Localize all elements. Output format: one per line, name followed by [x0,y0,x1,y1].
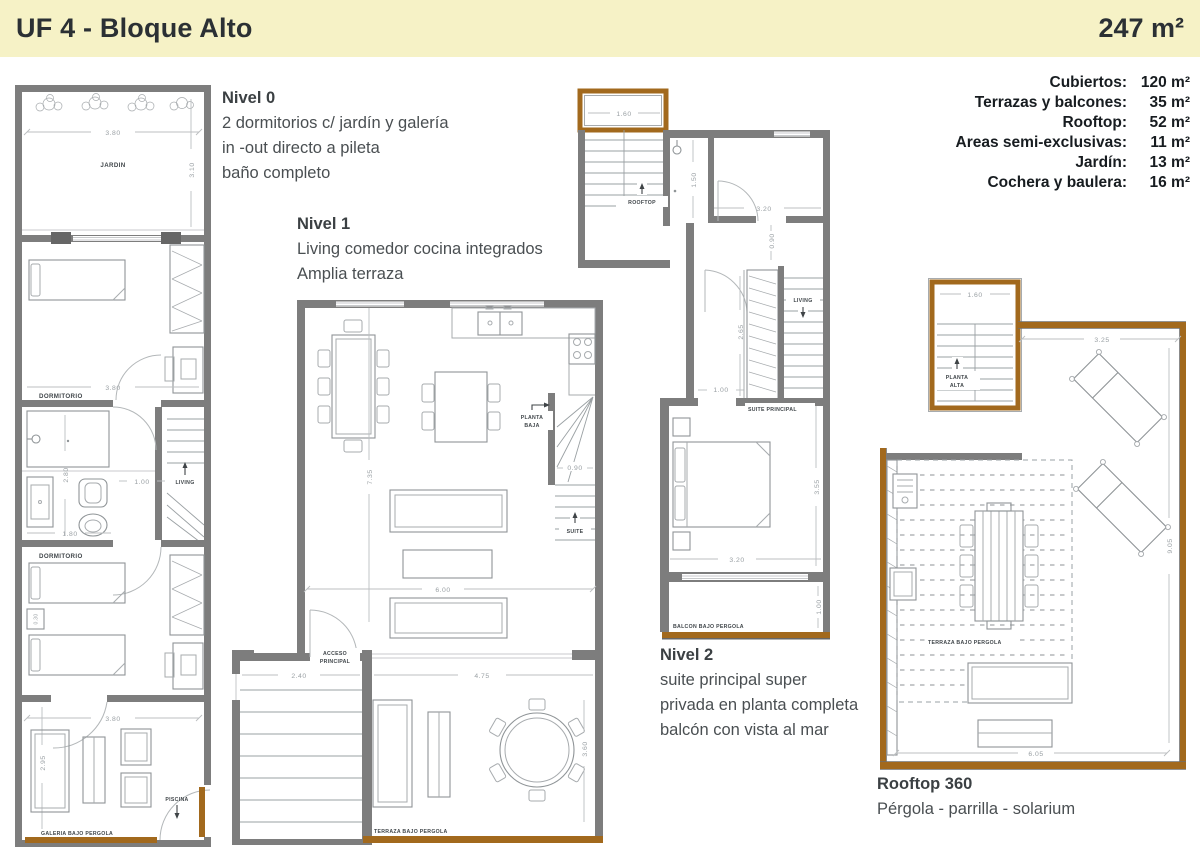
dim-bath-height: 1.50 [691,172,698,188]
dim-stair-width: 1.60 [616,111,632,118]
suite-dims [670,406,821,566]
area-label: Cochera y baulera: [987,174,1127,191]
area-value: 35 m² [1149,94,1190,111]
dim-hall-width: 1.00 [134,479,150,486]
corridor [686,223,747,403]
daybed [968,663,1072,703]
dim-bath-width: 1.80 [62,531,78,538]
stairs-down [778,266,823,403]
dim-suite-width: 3.20 [729,557,745,564]
note-line: Living comedor cocina integrados [297,240,543,258]
label-terraza: TERRAZA BAJO PERGOLA [928,640,1002,646]
note-line: in -out directo a pileta [222,139,380,157]
piscina-arrow [175,805,180,819]
area-label: Rooftop: [1062,114,1127,131]
wall-band-hall [15,540,211,547]
note-nivel1 [297,212,543,287]
bathroom [22,407,162,540]
area-summary [956,73,1190,193]
door-arc-bedroom2 [113,547,161,595]
pergola-edge [363,836,603,843]
suite-furniture [673,418,770,550]
closet [738,270,778,402]
breakfast-table [422,372,500,442]
suite-label-group [745,403,815,413]
note-title: Nivel 1 [297,215,351,233]
area-value: 11 m² [1150,134,1190,151]
floorplan-rooftop [880,278,1192,772]
stair-label-suite: SUITE [566,529,584,535]
total-area: 247 m² [1098,13,1184,43]
dim-entry-width: 2.40 [291,673,307,680]
dim-terraza-height: 3.60 [582,741,589,757]
note-line: Amplia terraza [297,265,404,283]
note-title: Rooftop 360 [877,775,973,793]
area-value: 13 m² [1149,154,1190,171]
floorplan-nivel0 [15,85,211,847]
floorplan-nivel1 [232,292,604,845]
note-nivel2 [660,643,858,743]
area-value: 52 m² [1149,114,1190,131]
wall-band-dorm1 [15,400,211,407]
galeria-dims [24,707,202,829]
note-line: balcón con vista al mar [660,721,829,739]
entry-steps [240,673,362,822]
wing-dim [1019,336,1181,344]
galeria-furniture [31,729,151,812]
area-label: Areas semi-exclusivas: [955,134,1127,151]
dim-room-width: 3.20 [756,206,772,213]
dim-balcon-height: 1.00 [816,599,823,615]
area-label: Terrazas y balcones: [974,94,1127,111]
wall-band-jardin [15,232,211,244]
door-arc-galeria [53,702,107,748]
living-width-dim [304,586,596,594]
dim-roof-height: 9.05 [1167,538,1174,554]
room-label-dormitorio-2: DORMITORIO [39,553,83,560]
dim-suite-height: 3.55 [814,479,821,495]
label-planta-alta-2: ALTA [949,383,965,389]
dim-jardin-width: 3.80 [105,130,121,137]
stair-label-rooftop: ROOFTOP [628,200,656,206]
stair-tower [578,91,670,268]
label-terraza: TERRAZA BAJO PERGOLA [374,829,448,835]
dim-jardin-height: 3.10 [189,162,196,178]
header-bar [0,0,1200,57]
wall-band-galeria [15,695,211,702]
dim-living-width: 6.00 [435,587,451,594]
stair-label-living: LIVING [175,480,195,486]
garden-plants [36,94,194,112]
dim-terraza-width: 4.75 [474,673,490,680]
note-line: baño completo [222,164,331,182]
dim-door-width: 1.00 [713,387,729,394]
area-value: 16 m² [1149,174,1190,191]
unit-title: UF 4 - Bloque Alto [16,13,253,43]
dim-stair-width: 1.60 [967,292,983,299]
dim-closet-height: 2.65 [738,324,745,340]
dim-dorm1-width: 3.80 [105,385,121,392]
label-planta-baja-1: PLANTA [520,415,544,421]
kitchen [452,306,595,395]
terrace [363,650,603,843]
note-rooftop [877,772,1075,822]
dim-wing-width: 3.25 [1094,337,1110,344]
label-balcon: BALCON BAJO PERGOLA [673,624,744,630]
terraza-label-group [925,636,1019,646]
bedroom2-furniture [27,555,204,689]
area-label: Jardín: [1075,154,1127,171]
note-line: Pérgola - parrilla - solarium [877,800,1076,818]
planta-baja-callout [511,403,553,431]
walls [15,85,211,847]
note-line: 2 dormitorios c/ jardín y galería [222,114,449,132]
dim-galeria-width: 3.80 [105,716,121,723]
stair-enclosure [929,279,1022,412]
door-arc-bedroom1 [116,355,161,400]
dim-stair-width: 0.90 [567,465,583,472]
label-galeria: GALERIA BAJO PERGOLA [41,831,114,837]
dining-table [318,320,389,452]
label-acceso-1: ACCESO [323,651,347,657]
dim-roof-width: 6.05 [1028,751,1044,758]
area-label: Cubiertos: [1049,74,1127,91]
dim-living-height: 7.35 [367,469,374,485]
label-acceso-2: PRINCIPAL [319,659,351,665]
dim-nightstand: 0.30 [33,613,40,625]
acceso-callout [313,648,358,666]
floorplan-nivel2 [578,88,830,640]
pool-door-opening [204,785,211,837]
balcony [660,572,830,640]
stair-label-living: LIVING [793,298,813,304]
note-title: Nivel 0 [222,89,276,107]
room-label-dormitorio-1: DORMITORIO [39,393,83,400]
area-value: 120 m² [1140,74,1190,91]
living-sofas [390,490,507,638]
grill [893,474,917,508]
sun-loungers [1069,349,1172,558]
bench [978,720,1052,747]
note-nivel0 [222,86,449,186]
note-title: Nivel 2 [660,646,714,664]
label-planta-baja-2: BAJA [524,423,540,429]
dim-galeria-height: 2.95 [40,755,47,771]
label-planta-alta-1: PLANTA [945,375,969,381]
bathroom [673,140,698,218]
dim-bath-height: 2.80 [63,467,70,483]
note-line: suite principal super [660,671,807,689]
room-label-jardin: JARDIN [100,162,126,169]
label-piscina: PISCINA [165,797,189,803]
dim-pass-height: 0.90 [769,233,776,249]
label-suite-principal: SUITE PRINCIPAL [748,407,797,413]
bedroom1-furniture [29,245,204,393]
side-table [890,568,916,600]
note-line: privada en planta completa [660,696,859,714]
